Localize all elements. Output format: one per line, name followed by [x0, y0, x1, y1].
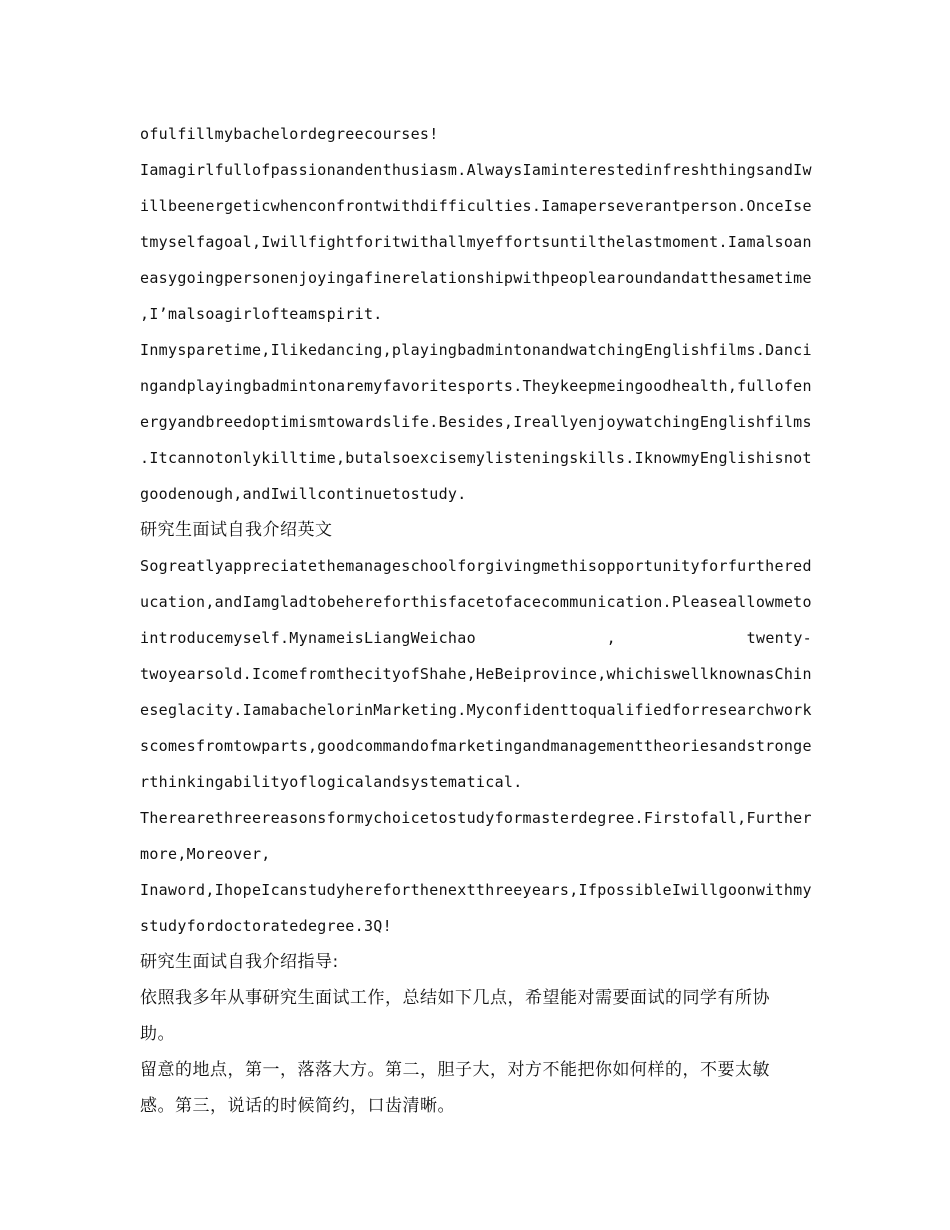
chinese-text-line: 助。	[140, 1024, 175, 1044]
chinese-text-line: 留意的地点，第一，落落大方。第二，胆子大，对方不能把你如何样的，不要太敏	[140, 1060, 770, 1080]
text-line: illbeenergeticwhenconfrontwithdifficulties.Iamaperseverantperson.OnceIse	[140, 197, 812, 215]
document-body	[140, 116, 812, 1124]
text-line: Sogreatlyappreciatethemanageschoolforgivingmethisopportunityforfurthered	[140, 557, 812, 575]
text-segment: introducemyself.MynameisLiangWeichao	[140, 629, 476, 647]
text-line	[140, 620, 812, 656]
chinese-text-line: 感。第三，说话的时候简约，口齿清晰。	[140, 1096, 455, 1116]
text-line: more,Moreover,	[140, 845, 271, 863]
text-line: easygoingpersonenjoyingafinerelationshipwithpeoplearoundandatthesametime	[140, 269, 812, 287]
text-line: eseglacity.IamabachelorinMarketing.Myconfidenttoqualifiedforresearchwork	[140, 701, 812, 719]
text-line: .Itcannotonlykilltime,butalsoexcisemylisteningskills.IknowmyEnglishisnot	[140, 449, 812, 467]
text-segment: ,	[606, 629, 616, 647]
text-line: ucation,andIamgladtobehereforthisfacetofacecommunication.Pleaseallowmeto	[140, 593, 812, 611]
text-segment: twenty-	[746, 629, 812, 647]
chinese-text-line: 依照我多年从事研究生面试工作，总结如下几点，希望能对需要面试的同学有所协	[140, 988, 770, 1008]
text-line: Inmysparetime,Ilikedancing,playingbadmintonandwatchingEnglishfilms.Danci	[140, 341, 812, 359]
text-line: ngandplayingbadmintonaremyfavoritesports.Theykeepmeingoodhealth,fullofen	[140, 377, 812, 395]
text-line: Inaword,IhopeIcanstudyhereforthenextthreeyears,IfpossibleIwillgoonwithmy	[140, 881, 812, 899]
chinese-text-line: 研究生面试自我介绍指导:	[140, 952, 339, 972]
text-line: scomesfromtowparts,goodcommandofmarketingandmanagementtheoriesandstronge	[140, 737, 812, 755]
text-line: Therearethreereasonsformychoicetostudyformasterdegree.Firstofall,Further	[140, 809, 812, 827]
text-line: ,I’malsoagirlofteamspirit.	[140, 305, 383, 323]
text-line: twoyearsold.IcomefromthecityofShahe,HeBeiprovince,whichiswellknownasChin	[140, 665, 812, 683]
text-line: tmyselfagoal,Iwillfightforitwithallmyeffortsuntilthelastmoment.Iamalsoan	[140, 233, 812, 251]
text-line: rthinkingabilityoflogicalandsystematical.	[140, 773, 523, 791]
text-line: ergyandbreedoptimismtowardslife.Besides,IreallyenjoywatchingEnglishfilms	[140, 413, 812, 431]
text-line: studyfordoctoratedegree.3Q!	[140, 917, 392, 935]
chinese-text-line: 研究生面试自我介绍英文	[140, 520, 333, 540]
text-line: goodenough,andIwillcontinuetostudy.	[140, 485, 467, 503]
text-line: ofulfillmybachelordegreecourses!	[140, 125, 439, 143]
text-line: Iamagirlfullofpassionandenthusiasm.AlwaysIaminterestedinfreshthingsandIw	[140, 161, 812, 179]
